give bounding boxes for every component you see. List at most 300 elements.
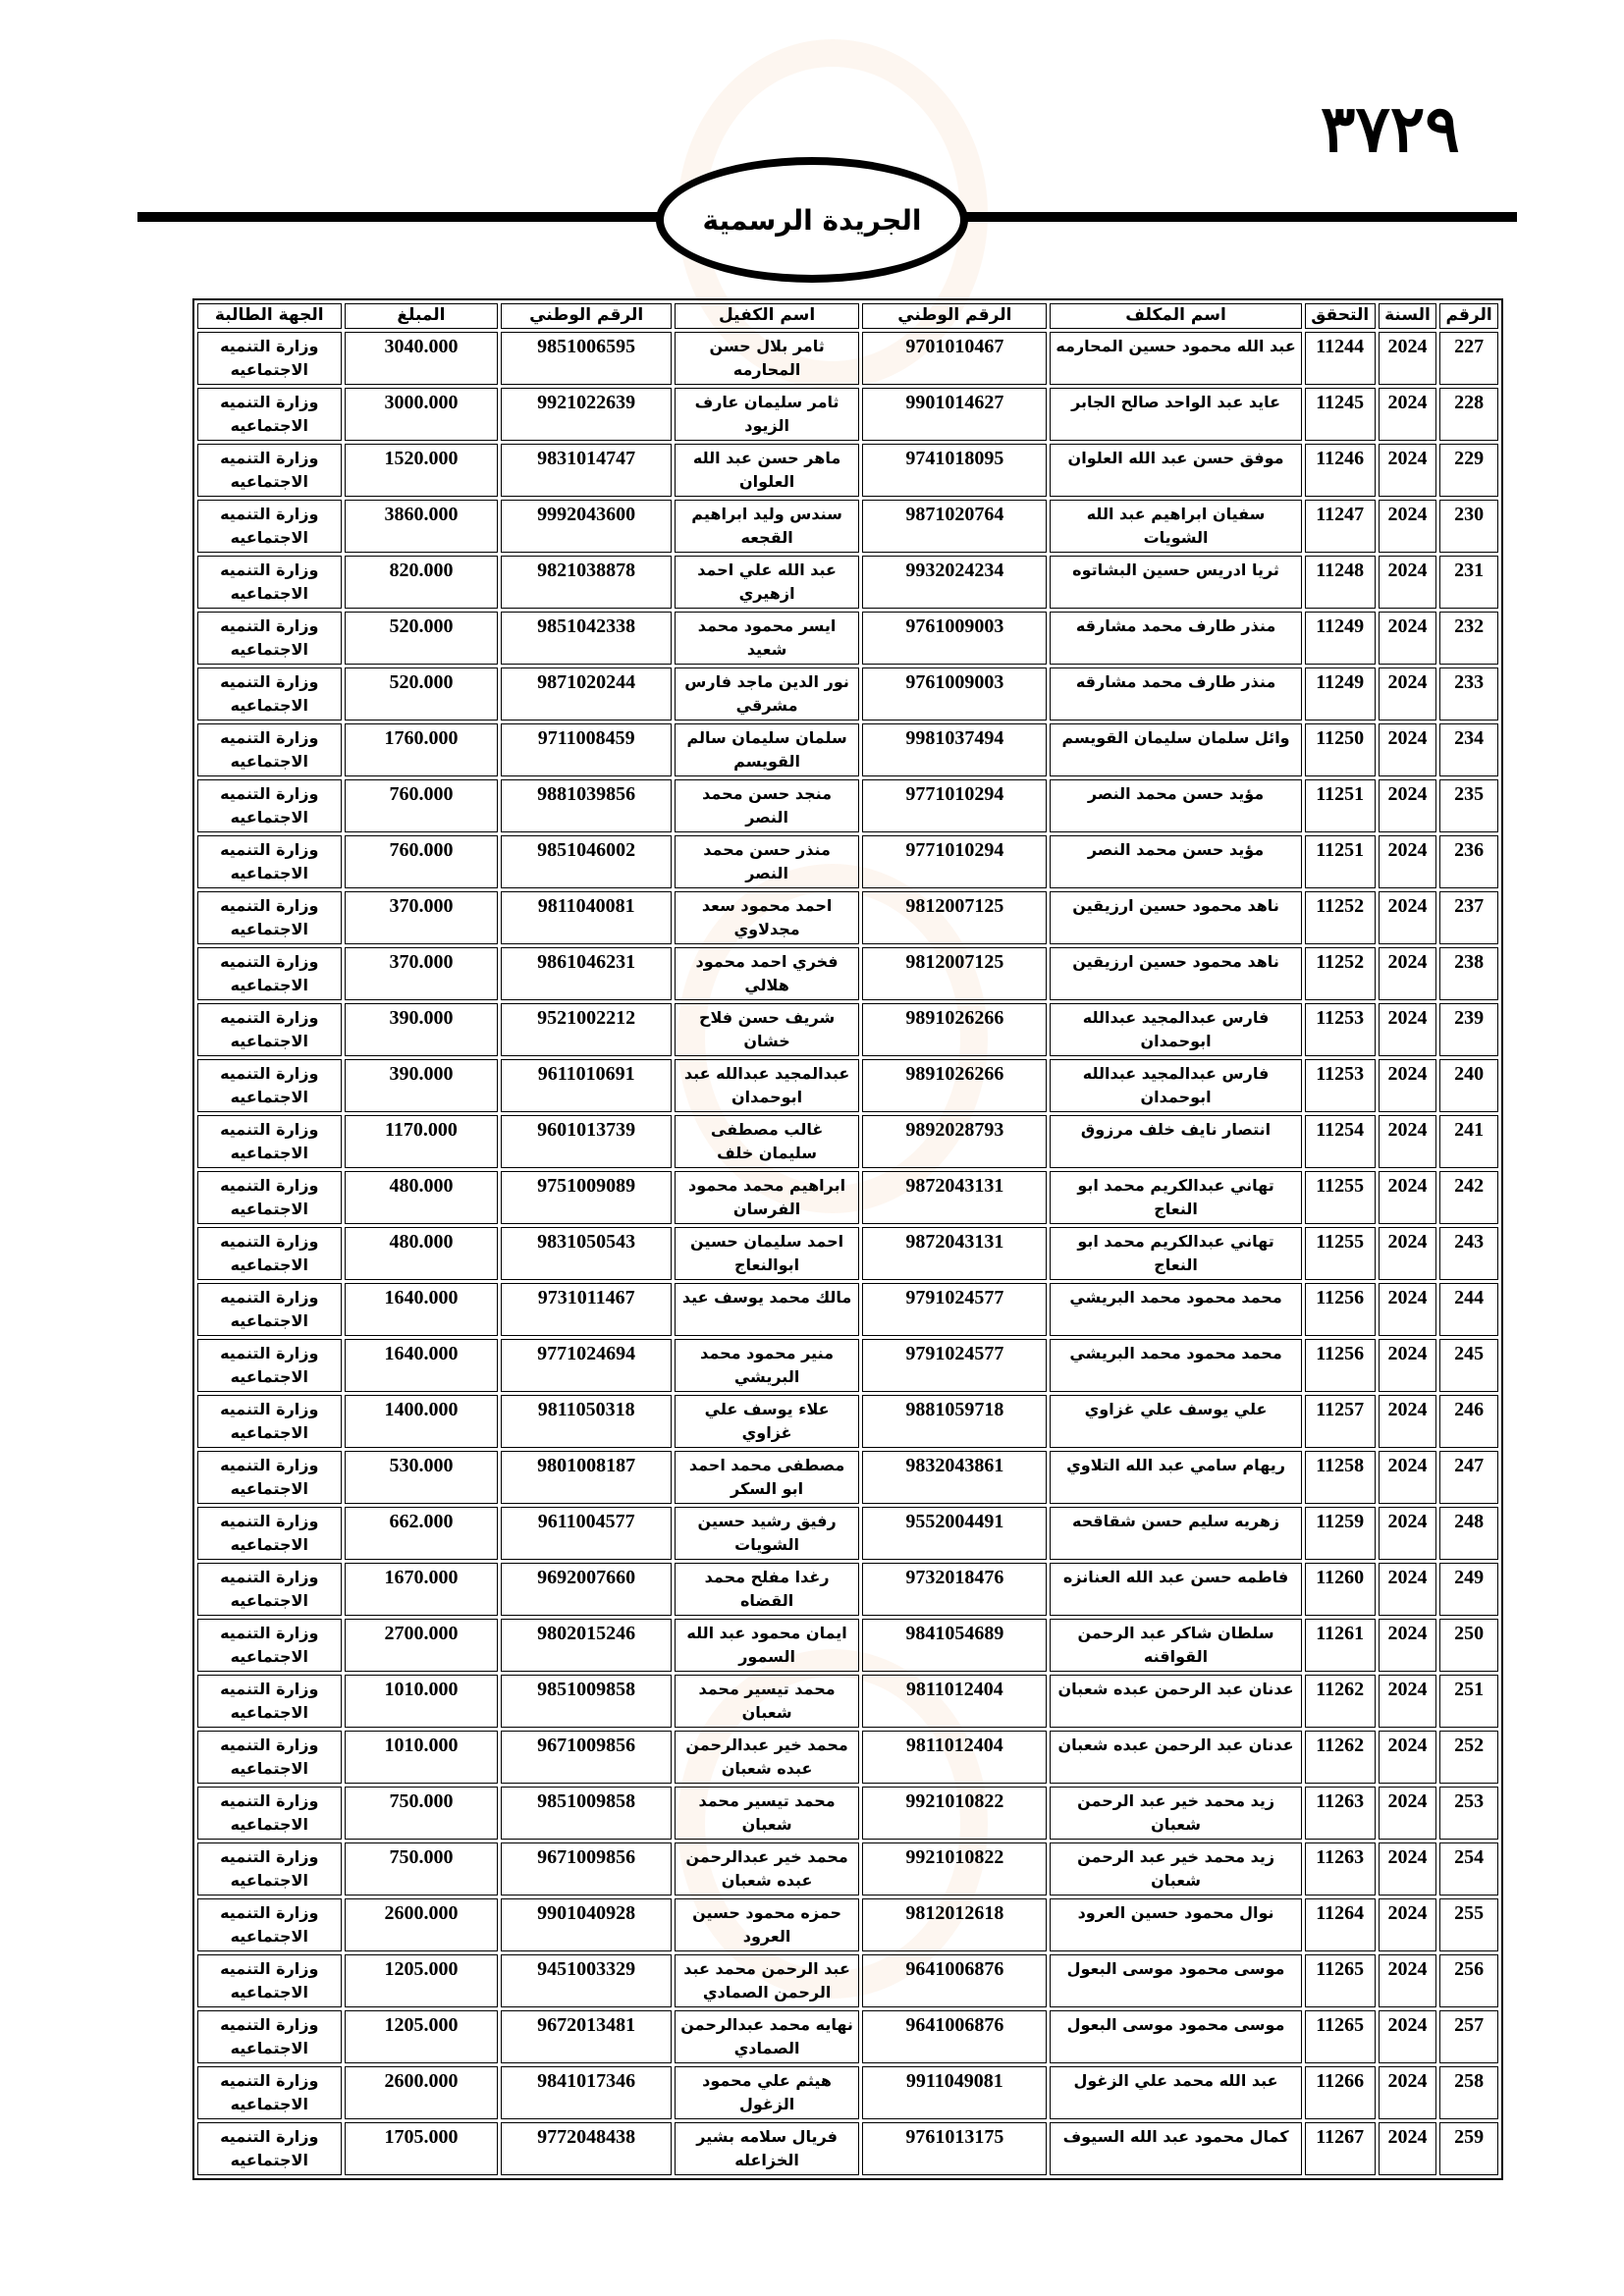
cell-amount: 1205.000 bbox=[345, 2010, 499, 2063]
cell-amount: 1205.000 bbox=[345, 1954, 499, 2007]
cell-year: 2024 bbox=[1379, 500, 1436, 553]
cell-assessment: 11249 bbox=[1305, 667, 1376, 721]
cell-row-number: 242 bbox=[1439, 1171, 1498, 1224]
cell-row-number: 254 bbox=[1439, 1842, 1498, 1896]
cell-assessment: 11267 bbox=[1305, 2122, 1376, 2175]
cell-taxpayer-name: موسى محمود موسى البعول bbox=[1050, 1954, 1301, 2007]
cell-requesting-party: وزارة التنميه الاجتماعيه bbox=[197, 667, 342, 721]
cell-amount: 1400.000 bbox=[345, 1395, 499, 1448]
cell-requesting-party: وزارة التنميه الاجتماعيه bbox=[197, 1395, 342, 1448]
cell-year: 2024 bbox=[1379, 1898, 1436, 1951]
cell-guarantor-national-id: 9601013739 bbox=[501, 1115, 672, 1168]
cell-year: 2024 bbox=[1379, 1339, 1436, 1392]
cell-guarantor-name: نور الدين ماجد فارس مشرقي bbox=[675, 667, 859, 721]
cell-assessment: 11263 bbox=[1305, 1787, 1376, 1840]
cell-amount: 520.000 bbox=[345, 612, 499, 665]
cell-assessment: 11257 bbox=[1305, 1395, 1376, 1448]
cell-row-number: 250 bbox=[1439, 1619, 1498, 1672]
cell-taxpayer-name: عايد عبد الواحد صالح الجابر bbox=[1050, 388, 1301, 441]
table-row bbox=[197, 723, 1498, 776]
cell-requesting-party: وزارة التنميه الاجتماعيه bbox=[197, 1115, 342, 1168]
cell-assessment: 11263 bbox=[1305, 1842, 1376, 1896]
cell-row-number: 246 bbox=[1439, 1395, 1498, 1448]
cell-guarantor-national-id: 9851009858 bbox=[501, 1787, 672, 1840]
cell-requesting-party: وزارة التنميه الاجتماعيه bbox=[197, 1171, 342, 1224]
cell-taxpayer-national-id: 9732018476 bbox=[862, 1563, 1047, 1616]
table-row bbox=[197, 1954, 1498, 2007]
cell-row-number: 239 bbox=[1439, 1003, 1498, 1056]
cell-assessment: 11245 bbox=[1305, 388, 1376, 441]
table-row bbox=[197, 1115, 1498, 1168]
cell-guarantor-national-id: 9821038878 bbox=[501, 556, 672, 609]
cell-taxpayer-name: مؤيد حسن محمد النصر bbox=[1050, 779, 1301, 832]
cell-guarantor-name: علاء يوسف علي غزاوي bbox=[675, 1395, 859, 1448]
column-header-requesting-party: الجهة الطالبة bbox=[197, 303, 342, 329]
cell-taxpayer-national-id: 9981037494 bbox=[862, 723, 1047, 776]
column-header-assessment: التحقق bbox=[1305, 303, 1376, 329]
cell-amount: 480.000 bbox=[345, 1227, 499, 1280]
cell-requesting-party: وزارة التنميه الاجتماعيه bbox=[197, 835, 342, 888]
cell-guarantor-name: فريال سلامه بشير الخزاعله bbox=[675, 2122, 859, 2175]
table-row bbox=[197, 1171, 1498, 1224]
cell-year: 2024 bbox=[1379, 1731, 1436, 1784]
cell-taxpayer-name: ناهد محمود حسين ارزيقين bbox=[1050, 891, 1301, 944]
cell-assessment: 11253 bbox=[1305, 1003, 1376, 1056]
cell-requesting-party: وزارة التنميه الاجتماعيه bbox=[197, 1227, 342, 1280]
cell-guarantor-national-id: 9861046231 bbox=[501, 947, 672, 1000]
cell-row-number: 234 bbox=[1439, 723, 1498, 776]
cell-year: 2024 bbox=[1379, 1115, 1436, 1168]
cell-guarantor-national-id: 9802015246 bbox=[501, 1619, 672, 1672]
cell-taxpayer-name: كمال محمود عبد الله السيوف bbox=[1050, 2122, 1301, 2175]
cell-taxpayer-national-id: 9932024234 bbox=[862, 556, 1047, 609]
cell-guarantor-name: محمد خير عبدالرحمن عبده شعبان bbox=[675, 1842, 859, 1896]
cell-year: 2024 bbox=[1379, 556, 1436, 609]
cell-row-number: 253 bbox=[1439, 1787, 1498, 1840]
table-header-row bbox=[197, 303, 1498, 329]
cell-year: 2024 bbox=[1379, 1283, 1436, 1336]
cell-guarantor-national-id: 9851042338 bbox=[501, 612, 672, 665]
cell-taxpayer-name: زهريه سليم حسن شقاقحه bbox=[1050, 1507, 1301, 1560]
cell-guarantor-national-id: 9851046002 bbox=[501, 835, 672, 888]
cell-guarantor-name: منير محمود محمد البريشي bbox=[675, 1339, 859, 1392]
cell-guarantor-name: احمد محمود سعد مجدلاوي bbox=[675, 891, 859, 944]
cell-guarantor-name: شريف حسن فلاح خشان bbox=[675, 1003, 859, 1056]
cell-row-number: 255 bbox=[1439, 1898, 1498, 1951]
table-row bbox=[197, 444, 1498, 497]
cell-row-number: 230 bbox=[1439, 500, 1498, 553]
cell-year: 2024 bbox=[1379, 2066, 1436, 2119]
cell-year: 2024 bbox=[1379, 1787, 1436, 1840]
cell-guarantor-national-id: 9841017346 bbox=[501, 2066, 672, 2119]
cell-guarantor-national-id: 9611010691 bbox=[501, 1059, 672, 1112]
column-header-guarantor-national-id: الرقم الوطني bbox=[501, 303, 672, 329]
cell-row-number: 228 bbox=[1439, 388, 1498, 441]
cell-amount: 1520.000 bbox=[345, 444, 499, 497]
cell-taxpayer-national-id: 9811012404 bbox=[862, 1675, 1047, 1728]
cell-guarantor-national-id: 9772048438 bbox=[501, 2122, 672, 2175]
cell-amount: 520.000 bbox=[345, 667, 499, 721]
cell-amount: 1705.000 bbox=[345, 2122, 499, 2175]
cell-taxpayer-national-id: 9761009003 bbox=[862, 612, 1047, 665]
table-row bbox=[197, 1898, 1498, 1951]
cell-year: 2024 bbox=[1379, 835, 1436, 888]
cell-assessment: 11262 bbox=[1305, 1731, 1376, 1784]
cell-guarantor-name: ماهر حسن عبد الله العلوان bbox=[675, 444, 859, 497]
cell-row-number: 232 bbox=[1439, 612, 1498, 665]
cell-guarantor-name: سلمان سليمان سالم القويسم bbox=[675, 723, 859, 776]
column-header-year: السنة bbox=[1379, 303, 1436, 329]
table-row bbox=[197, 1787, 1498, 1840]
cell-amount: 760.000 bbox=[345, 835, 499, 888]
cell-requesting-party: وزارة التنميه الاجتماعيه bbox=[197, 1339, 342, 1392]
cell-taxpayer-name: منذر طارف محمد مشارقه bbox=[1050, 667, 1301, 721]
cell-amount: 1670.000 bbox=[345, 1563, 499, 1616]
cell-taxpayer-name: علي يوسف علي غزاوي bbox=[1050, 1395, 1301, 1448]
cell-assessment: 11256 bbox=[1305, 1339, 1376, 1392]
cell-guarantor-national-id: 9881039856 bbox=[501, 779, 672, 832]
cell-guarantor-name: منجد حسن محمد النصر bbox=[675, 779, 859, 832]
cell-row-number: 227 bbox=[1439, 332, 1498, 385]
cell-guarantor-national-id: 9831014747 bbox=[501, 444, 672, 497]
column-header-taxpayer-name: اسم المكلف bbox=[1050, 303, 1301, 329]
cell-amount: 480.000 bbox=[345, 1171, 499, 1224]
cell-row-number: 245 bbox=[1439, 1339, 1498, 1392]
cell-taxpayer-national-id: 9812007125 bbox=[862, 891, 1047, 944]
cell-amount: 3000.000 bbox=[345, 388, 499, 441]
cell-guarantor-name: احمد سليمان حسين ابوالنعاج bbox=[675, 1227, 859, 1280]
cell-guarantor-national-id: 9771024694 bbox=[501, 1339, 672, 1392]
cell-year: 2024 bbox=[1379, 1507, 1436, 1560]
cell-guarantor-national-id: 9671009856 bbox=[501, 1731, 672, 1784]
cell-taxpayer-name: نوال محمود حسين العرود bbox=[1050, 1898, 1301, 1951]
cell-guarantor-name: محمد تيسير محمد شعبان bbox=[675, 1787, 859, 1840]
table-row bbox=[197, 556, 1498, 609]
cell-taxpayer-national-id: 9911049081 bbox=[862, 2066, 1047, 2119]
cell-taxpayer-national-id: 9552004491 bbox=[862, 1507, 1047, 1560]
cell-assessment: 11244 bbox=[1305, 332, 1376, 385]
cell-taxpayer-name: عبد الله محمود حسين المحارمه bbox=[1050, 332, 1301, 385]
cell-assessment: 11252 bbox=[1305, 891, 1376, 944]
cell-assessment: 11249 bbox=[1305, 612, 1376, 665]
cell-guarantor-name: فخري احمد محمود هلالي bbox=[675, 947, 859, 1000]
cell-taxpayer-name: ريهام سامي عبد الله التلاوي bbox=[1050, 1451, 1301, 1504]
table-row bbox=[197, 1731, 1498, 1784]
cell-taxpayer-name: عبد الله محمد علي الزغول bbox=[1050, 2066, 1301, 2119]
table-row bbox=[197, 779, 1498, 832]
cell-taxpayer-name: عدنان عبد الرحمن عبده شعبان bbox=[1050, 1675, 1301, 1728]
cell-year: 2024 bbox=[1379, 444, 1436, 497]
table-row bbox=[197, 2066, 1498, 2119]
cell-row-number: 252 bbox=[1439, 1731, 1498, 1784]
cell-assessment: 11248 bbox=[1305, 556, 1376, 609]
table-row bbox=[197, 835, 1498, 888]
cell-year: 2024 bbox=[1379, 2122, 1436, 2175]
cell-row-number: 236 bbox=[1439, 835, 1498, 888]
cell-amount: 1170.000 bbox=[345, 1115, 499, 1168]
cell-taxpayer-national-id: 9841054689 bbox=[862, 1619, 1047, 1672]
column-header-row-number: الرقم bbox=[1439, 303, 1498, 329]
cell-assessment: 11251 bbox=[1305, 835, 1376, 888]
cell-assessment: 11261 bbox=[1305, 1619, 1376, 1672]
cell-taxpayer-national-id: 9771010294 bbox=[862, 779, 1047, 832]
cell-taxpayer-name: فاطمه حسن عبد الله العنانزه bbox=[1050, 1563, 1301, 1616]
cell-year: 2024 bbox=[1379, 332, 1436, 385]
cell-assessment: 11250 bbox=[1305, 723, 1376, 776]
cell-amount: 3040.000 bbox=[345, 332, 499, 385]
cell-requesting-party: وزارة التنميه الاجتماعيه bbox=[197, 1283, 342, 1336]
cell-taxpayer-national-id: 9641006876 bbox=[862, 1954, 1047, 2007]
cell-row-number: 251 bbox=[1439, 1675, 1498, 1728]
table-row bbox=[197, 1059, 1498, 1112]
cell-requesting-party: وزارة التنميه الاجتماعيه bbox=[197, 891, 342, 944]
cell-guarantor-name: عبدالمجيد عبدالله عبد ابوحمدان bbox=[675, 1059, 859, 1112]
cell-taxpayer-name: سلطان شاكر عبد الرحمن القواقنه bbox=[1050, 1619, 1301, 1672]
cell-guarantor-name: هيثم علي محمود الزغول bbox=[675, 2066, 859, 2119]
cell-guarantor-name: عبد الله علي احمد ازهيري bbox=[675, 556, 859, 609]
cell-taxpayer-name: ثريا ادريس حسين البشاتوه bbox=[1050, 556, 1301, 609]
column-header-amount: المبلغ bbox=[345, 303, 499, 329]
cell-taxpayer-national-id: 9701010467 bbox=[862, 332, 1047, 385]
cell-guarantor-name: محمد خير عبدالرحمن عبده شعبان bbox=[675, 1731, 859, 1784]
cell-assessment: 11254 bbox=[1305, 1115, 1376, 1168]
cell-requesting-party: وزارة التنميه الاجتماعيه bbox=[197, 444, 342, 497]
cell-row-number: 247 bbox=[1439, 1451, 1498, 1504]
cell-year: 2024 bbox=[1379, 947, 1436, 1000]
cell-requesting-party: وزارة التنميه الاجتماعيه bbox=[197, 2066, 342, 2119]
cell-requesting-party: وزارة التنميه الاجتماعيه bbox=[197, 500, 342, 553]
cell-guarantor-name: مالك محمد يوسف عيد bbox=[675, 1283, 859, 1336]
cell-requesting-party: وزارة التنميه الاجتماعيه bbox=[197, 1451, 342, 1504]
cell-assessment: 11264 bbox=[1305, 1898, 1376, 1951]
cell-guarantor-national-id: 9811040081 bbox=[501, 891, 672, 944]
cell-amount: 2700.000 bbox=[345, 1619, 499, 1672]
cell-guarantor-national-id: 9921022639 bbox=[501, 388, 672, 441]
cell-taxpayer-name: تهاني عبدالكريم محمد ابو النعاج bbox=[1050, 1227, 1301, 1280]
table-row bbox=[197, 1227, 1498, 1280]
table-row bbox=[197, 332, 1498, 385]
cell-taxpayer-national-id: 9891026266 bbox=[862, 1003, 1047, 1056]
cell-row-number: 257 bbox=[1439, 2010, 1498, 2063]
cell-assessment: 11251 bbox=[1305, 779, 1376, 832]
cell-year: 2024 bbox=[1379, 1003, 1436, 1056]
cell-taxpayer-national-id: 9901014627 bbox=[862, 388, 1047, 441]
cell-taxpayer-name: موفق حسن عبد الله العلوان bbox=[1050, 444, 1301, 497]
cell-row-number: 256 bbox=[1439, 1954, 1498, 2007]
cell-amount: 1010.000 bbox=[345, 1675, 499, 1728]
cell-row-number: 237 bbox=[1439, 891, 1498, 944]
cell-row-number: 249 bbox=[1439, 1563, 1498, 1616]
cell-taxpayer-name: فارس عبدالمجيد عبدالله ابوحمدان bbox=[1050, 1003, 1301, 1056]
table-row bbox=[197, 1451, 1498, 1504]
cell-requesting-party: وزارة التنميه الاجتماعيه bbox=[197, 556, 342, 609]
page-number: ٣٧٢٩ bbox=[1321, 90, 1460, 167]
cell-guarantor-national-id: 9672013481 bbox=[501, 2010, 672, 2063]
cell-row-number: 233 bbox=[1439, 667, 1498, 721]
cell-guarantor-national-id: 9731011467 bbox=[501, 1283, 672, 1336]
cell-guarantor-national-id: 9871020244 bbox=[501, 667, 672, 721]
cell-taxpayer-national-id: 9791024577 bbox=[862, 1283, 1047, 1336]
cell-guarantor-name: منذر حسن محمد النصر bbox=[675, 835, 859, 888]
cell-requesting-party: وزارة التنميه الاجتماعيه bbox=[197, 1563, 342, 1616]
table-row bbox=[197, 1563, 1498, 1616]
cell-requesting-party: وزارة التنميه الاجتماعيه bbox=[197, 388, 342, 441]
table-row bbox=[197, 2010, 1498, 2063]
cell-amount: 390.000 bbox=[345, 1003, 499, 1056]
cell-requesting-party: وزارة التنميه الاجتماعيه bbox=[197, 2010, 342, 2063]
cell-guarantor-name: محمد تيسير محمد شعبان bbox=[675, 1675, 859, 1728]
cell-year: 2024 bbox=[1379, 388, 1436, 441]
cell-requesting-party: وزارة التنميه الاجتماعيه bbox=[197, 2122, 342, 2175]
cell-assessment: 11253 bbox=[1305, 1059, 1376, 1112]
cell-amount: 370.000 bbox=[345, 947, 499, 1000]
cell-taxpayer-name: زيد محمد خير عبد الرحمن شعبان bbox=[1050, 1842, 1301, 1896]
cell-taxpayer-national-id: 9871020764 bbox=[862, 500, 1047, 553]
cell-guarantor-national-id: 9851009858 bbox=[501, 1675, 672, 1728]
cell-year: 2024 bbox=[1379, 1675, 1436, 1728]
cell-year: 2024 bbox=[1379, 1395, 1436, 1448]
cell-taxpayer-national-id: 9771010294 bbox=[862, 835, 1047, 888]
cell-taxpayer-name: محمد محمود محمد البريشي bbox=[1050, 1339, 1301, 1392]
cell-assessment: 11262 bbox=[1305, 1675, 1376, 1728]
cell-guarantor-name: ثامر بلال حسن المحارمه bbox=[675, 332, 859, 385]
cell-guarantor-national-id: 9801008187 bbox=[501, 1451, 672, 1504]
cell-taxpayer-national-id: 9812007125 bbox=[862, 947, 1047, 1000]
cell-amount: 1640.000 bbox=[345, 1339, 499, 1392]
cell-amount: 530.000 bbox=[345, 1451, 499, 1504]
cell-guarantor-name: رغدا مفلح محمد القضاه bbox=[675, 1563, 859, 1616]
cell-requesting-party: وزارة التنميه الاجتماعيه bbox=[197, 1731, 342, 1784]
cell-taxpayer-national-id: 9881059718 bbox=[862, 1395, 1047, 1448]
cell-taxpayer-name: وائل سلمان سليمان القويسم bbox=[1050, 723, 1301, 776]
cell-year: 2024 bbox=[1379, 891, 1436, 944]
cell-guarantor-name: عبد الرحمن محمد عبد الرحمن الصمادي bbox=[675, 1954, 859, 2007]
cell-row-number: 235 bbox=[1439, 779, 1498, 832]
cell-year: 2024 bbox=[1379, 1954, 1436, 2007]
cell-year: 2024 bbox=[1379, 779, 1436, 832]
cell-requesting-party: وزارة التنميه الاجتماعيه bbox=[197, 1507, 342, 1560]
cell-assessment: 11259 bbox=[1305, 1507, 1376, 1560]
table-row bbox=[197, 2122, 1498, 2175]
records-table bbox=[192, 298, 1503, 2180]
cell-assessment: 11255 bbox=[1305, 1227, 1376, 1280]
cell-requesting-party: وزارة التنميه الاجتماعيه bbox=[197, 1675, 342, 1728]
table-row bbox=[197, 1842, 1498, 1896]
cell-taxpayer-name: تهاني عبدالكريم محمد ابو النعاج bbox=[1050, 1171, 1301, 1224]
cell-amount: 750.000 bbox=[345, 1842, 499, 1896]
table-row bbox=[197, 667, 1498, 721]
cell-taxpayer-name: مؤيد حسن محمد النصر bbox=[1050, 835, 1301, 888]
cell-year: 2024 bbox=[1379, 1563, 1436, 1616]
cell-guarantor-national-id: 9901040928 bbox=[501, 1898, 672, 1951]
cell-year: 2024 bbox=[1379, 612, 1436, 665]
cell-row-number: 240 bbox=[1439, 1059, 1498, 1112]
cell-assessment: 11252 bbox=[1305, 947, 1376, 1000]
cell-assessment: 11266 bbox=[1305, 2066, 1376, 2119]
cell-amount: 1010.000 bbox=[345, 1731, 499, 1784]
cell-year: 2024 bbox=[1379, 2010, 1436, 2063]
cell-requesting-party: وزارة التنميه الاجتماعيه bbox=[197, 612, 342, 665]
cell-taxpayer-national-id: 9811012404 bbox=[862, 1731, 1047, 1784]
table-row bbox=[197, 1395, 1498, 1448]
cell-row-number: 238 bbox=[1439, 947, 1498, 1000]
cell-taxpayer-national-id: 9761009003 bbox=[862, 667, 1047, 721]
cell-requesting-party: وزارة التنميه الاجتماعيه bbox=[197, 1954, 342, 2007]
cell-requesting-party: وزارة التنميه الاجتماعيه bbox=[197, 1842, 342, 1896]
table-row bbox=[197, 891, 1498, 944]
cell-taxpayer-name: عدنان عبد الرحمن عبده شعبان bbox=[1050, 1731, 1301, 1784]
cell-year: 2024 bbox=[1379, 1059, 1436, 1112]
column-header-guarantor-name: اسم الكفيل bbox=[675, 303, 859, 329]
cell-amount: 3860.000 bbox=[345, 500, 499, 553]
cell-taxpayer-name: سفيان ابراهيم عبد الله الشويات bbox=[1050, 500, 1301, 553]
cell-requesting-party: وزارة التنميه الاجتماعيه bbox=[197, 1619, 342, 1672]
table-row bbox=[197, 1283, 1498, 1336]
cell-guarantor-name: ايمان محمود عبد الله السمور bbox=[675, 1619, 859, 1672]
cell-amount: 750.000 bbox=[345, 1787, 499, 1840]
cell-assessment: 11246 bbox=[1305, 444, 1376, 497]
cell-amount: 2600.000 bbox=[345, 1898, 499, 1951]
cell-row-number: 231 bbox=[1439, 556, 1498, 609]
cell-requesting-party: وزارة التنميه الاجتماعيه bbox=[197, 1003, 342, 1056]
cell-guarantor-name: سندس وليد ابراهيم القجعه bbox=[675, 500, 859, 553]
table-row bbox=[197, 1003, 1498, 1056]
cell-taxpayer-name: موسى محمود موسى البعول bbox=[1050, 2010, 1301, 2063]
cell-assessment: 11258 bbox=[1305, 1451, 1376, 1504]
cell-taxpayer-national-id: 9832043861 bbox=[862, 1451, 1047, 1504]
cell-requesting-party: وزارة التنميه الاجتماعيه bbox=[197, 1787, 342, 1840]
cell-assessment: 11247 bbox=[1305, 500, 1376, 553]
cell-requesting-party: وزارة التنميه الاجتماعيه bbox=[197, 332, 342, 385]
cell-guarantor-national-id: 9992043600 bbox=[501, 500, 672, 553]
cell-requesting-party: وزارة التنميه الاجتماعيه bbox=[197, 947, 342, 1000]
table-row bbox=[197, 612, 1498, 665]
table-row bbox=[197, 1675, 1498, 1728]
cell-year: 2024 bbox=[1379, 723, 1436, 776]
cell-assessment: 11255 bbox=[1305, 1171, 1376, 1224]
cell-guarantor-name: ابراهيم محمد محمود الفرسان bbox=[675, 1171, 859, 1224]
cell-taxpayer-national-id: 9921010822 bbox=[862, 1842, 1047, 1896]
cell-taxpayer-name: زيد محمد خير عبد الرحمن شعبان bbox=[1050, 1787, 1301, 1840]
cell-amount: 1760.000 bbox=[345, 723, 499, 776]
cell-row-number: 243 bbox=[1439, 1227, 1498, 1280]
cell-amount: 760.000 bbox=[345, 779, 499, 832]
cell-guarantor-name: غالب مصطفى سليمان خلف bbox=[675, 1115, 859, 1168]
table-row bbox=[197, 500, 1498, 553]
cell-requesting-party: وزارة التنميه الاجتماعيه bbox=[197, 1898, 342, 1951]
cell-guarantor-national-id: 9611004577 bbox=[501, 1507, 672, 1560]
cell-guarantor-national-id: 9751009089 bbox=[501, 1171, 672, 1224]
cell-assessment: 11260 bbox=[1305, 1563, 1376, 1616]
cell-requesting-party: وزارة التنميه الاجتماعيه bbox=[197, 779, 342, 832]
table-row bbox=[197, 1507, 1498, 1560]
cell-amount: 370.000 bbox=[345, 891, 499, 944]
cell-taxpayer-national-id: 9872043131 bbox=[862, 1171, 1047, 1224]
cell-taxpayer-name: محمد محمود محمد البريشي bbox=[1050, 1283, 1301, 1336]
cell-guarantor-national-id: 9851006595 bbox=[501, 332, 672, 385]
cell-row-number: 229 bbox=[1439, 444, 1498, 497]
cell-guarantor-national-id: 9811050318 bbox=[501, 1395, 672, 1448]
cell-taxpayer-national-id: 9741018095 bbox=[862, 444, 1047, 497]
cell-guarantor-name: نهايه محمد عبدالرحمن الصمادي bbox=[675, 2010, 859, 2063]
cell-guarantor-name: ايسر محمود محمد شعيد bbox=[675, 612, 859, 665]
cell-taxpayer-national-id: 9921010822 bbox=[862, 1787, 1047, 1840]
table-row bbox=[197, 1339, 1498, 1392]
cell-amount: 662.000 bbox=[345, 1507, 499, 1560]
cell-year: 2024 bbox=[1379, 1619, 1436, 1672]
cell-amount: 390.000 bbox=[345, 1059, 499, 1112]
cell-guarantor-national-id: 9831050543 bbox=[501, 1227, 672, 1280]
